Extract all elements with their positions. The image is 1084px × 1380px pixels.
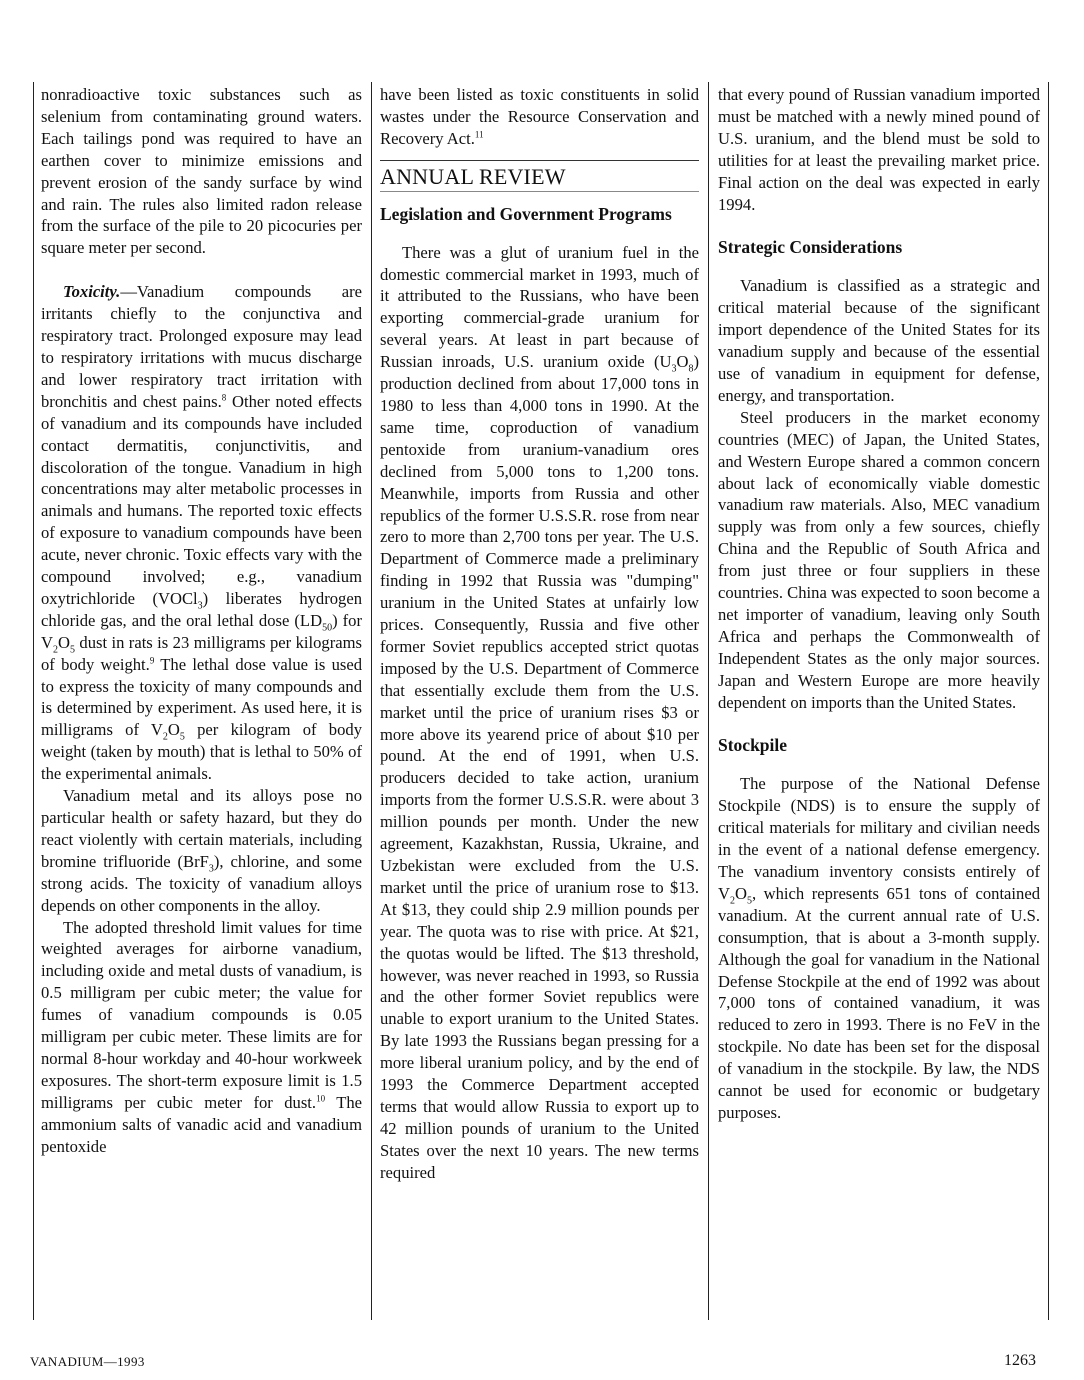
text-run: The ammonium salts of vanadic acid and vanadium pentoxide <box>41 1092 362 1156</box>
column-rule-2 <box>708 82 709 1320</box>
subscript: 50 <box>322 622 333 634</box>
paragraph-threshold-limits <box>41 917 362 1158</box>
text-run: , which represents 651 tons of contained vanadium. At the current annual rate of U.S. consumption, that is about a 3-month supply. Although the goal for vanadium in the National Defense Stockpile at the end of 1992 was about 7,000 tons of contained vanadium, it was reduced to zero in 1993. There is no FeV in the stockpile. No date has been set for the disposal of vanadium in the stockpile. By law, the NDS cannot be used for economic or budgetary purposes. <box>718 883 1040 1122</box>
paragraph-uranium-glut <box>380 242 699 1184</box>
subscript: 8 <box>688 363 694 375</box>
text-run: O <box>734 883 747 903</box>
paragraph-alloys <box>41 785 362 916</box>
text-run: ) production declined from about 17,000 tons in 1980 to less than 4,000 tons in 1990. At the same time, coproduction of vanadium pentoxide from uranium-vanadium ores declined from 5,000 tons to 1,200 tons. Meanwhile, imports from Russia and other republics of the former U.S.S.R. rose from near zero to more than 2,700 tons per year. The U.S. Department of Commerce made a preliminary finding in 1992 that Russia was "dumping" uranium in the United States at unfairly low prices. Consequently, Russia and five other former Soviet republics accepted strict quotas imposed by the U.S. Department of Commerce that essentially exclude them from the U.S. market until the price of uranium rises $3 or more above its yearend price of about $10 per pound. At the end of 1991, when U.S. producers decided to take action, uranium imports from the former U.S.S.R. were about 3 million pounds per month. Under the new agreement, Kazakhstan, Russia, Ukraine, and Uzbekistan were excluded from the U.S. market until the price of uranium rose to $13. At $13, they could ship 2.9 million pounds per year. The quota was to rise with price. At $21, the quotas would be lifted. The $13 threshold, however, was never reached in 1993, so Russia and the other former Soviet republics were unable to export uranium to the United States. By late 1993 the Russians began pressing for a more liberal uranium policy, and by the end of 1993 the Commerce Department accepted terms that would allow Russia to export up to 42 million pounds of uranium to the United States over the next 10 years. The new terms required <box>380 352 699 1182</box>
toxicity-runin-heading: Toxicity. <box>63 282 121 302</box>
subscript: 5 <box>179 731 185 743</box>
subheading-strategic: Strategic Considerations <box>718 237 903 258</box>
page-number: 1263 <box>1004 1352 1036 1369</box>
subscript: 5 <box>69 644 75 656</box>
section-heading-annual-review: ANNUAL REVIEW <box>380 160 699 192</box>
paragraph-strategic-material: Vanadium is classified as a strategic and critical material because of the significant import dependence of the United States for its vanadium supply and because of the essential use of vanadium in equipment for defense, energy, and transportation. <box>718 276 1040 405</box>
text-run: The adopted threshold limit values for time weighted averages for airborne vanadium, including oxide and metal dusts of vanadium, is 0.5 milligram per cubic meter; the value for fumes of vanadium compounds is 0.05 milligram per cubic meter. These limits are for normal 8-hour workday and 40-hour workweek exposures. The short-term exposure limit is 1.5 milligrams per cubic meter for dust. <box>41 917 362 1112</box>
running-footer-title: VANADIUM—1993 <box>30 1354 145 1369</box>
text-run: There was a glut of uranium fuel in the domestic commercial market in 1993, much of it attributed to the Russians, who have been exporting commercial-grade uranium for several years. At least in part because of Russian inroads, U.S. uranium oxide (U <box>380 242 699 372</box>
text-run: have been listed as toxic constituents in solid wastes under the Resource Conservation and Recovery Act. <box>380 85 699 148</box>
paragraph-toxic-constituents <box>380 84 699 150</box>
subscript: 2 <box>162 731 168 743</box>
text-run: O <box>57 632 70 652</box>
paragraph-tailings: nonradioactive toxic substances such as selenium from contaminating ground waters. Each tailings pond was required to have an earthen cover to minimize emissions and prevent erosion of the sandy surface by wind and rain. The rules also limited radon release from the surface of the pile to 20 picocuries per square meter per second. <box>41 85 362 258</box>
column-2 <box>380 84 699 1184</box>
column-1 <box>41 84 362 1158</box>
subscript: 3 <box>208 863 214 875</box>
footnote-ref-11: 11 <box>474 129 484 140</box>
text-run: ), chlorine, and some strong acids. The toxicity of vanadium alloys depends on other components in the alloy. <box>41 851 363 915</box>
text-run: Other noted effects of vanadium and its compounds have included contact dermatitis, conjunctivitis, and discoloration of the tongue. Vanadium in high concentrations may alter metabolic processes in animals and humans. The reported toxic effects of exposure to vanadium compounds have been acute, never chronic. Toxic effects vary with the compound involved; e.g., vanadium oxytrichloride (VOCl <box>41 391 362 608</box>
column-rule-right <box>1048 82 1049 1320</box>
paragraph-toxicity <box>41 281 362 785</box>
paragraph-stockpile <box>718 773 1040 1124</box>
subscript: 3 <box>671 363 677 375</box>
text-run: Vanadium metal and its alloys pose no particular health or safety hazard, but they do react violently with certain materials, including bromine trifluoride (BrF <box>41 786 362 871</box>
text-run: dust in rats is 23 milligrams per kilograms of body weight. <box>41 632 362 674</box>
footnote-ref-8: 8 <box>221 392 227 403</box>
text-run: —Vanadium compounds are irritants chiefly to the conjunctiva and respiratory tract. Prolonged exposure may lead to respiratory irritations with mucus discharge and lower respiratory tract irritation with bronchitis and chest pains. <box>41 282 362 411</box>
subscript: 5 <box>746 895 752 907</box>
text-run: per kilogram of body weight (taken by mouth) that is lethal to 50% of the experimental animals. <box>41 720 362 784</box>
text-run: ) for V <box>41 610 363 652</box>
column-rule-1 <box>371 82 372 1320</box>
text-run: ) liberates hydrogen chloride gas, and the oral lethal dose (LD <box>41 588 363 630</box>
text-run: The purpose of the National Defense Stockpile (NDS) is to ensure the supply of critical materials for military and civilian needs in the event of a national defense emergency. The vanadium inventory consists entirely of V <box>718 774 1040 903</box>
footnote-ref-10: 10 <box>316 1093 326 1104</box>
text-run: O <box>676 352 689 372</box>
subheading-stockpile: Stockpile <box>718 735 788 756</box>
paragraph-steel-producers: Steel producers in the market economy countries (MEC) of Japan, the United States, and Western Europe shared a common concern about lack of economically viable domestic vanadium raw materials. Also, MEC vanadium supply was from only a few sources, chiefly China and the Republic of South Africa and from just three or four suppliers in these countries. China was expected to soon become a net importer of vanadium, leaving only South Africa and perhaps the Commonwealth of Independent States as the only major sources. Japan and Western Europe are more heavily dependent on imports than the United States. <box>718 407 1040 712</box>
subscript: 2 <box>729 895 735 907</box>
subheading-legislation: Legislation and Government Programs <box>380 203 672 224</box>
subscript: 2 <box>52 644 58 656</box>
paragraph-russian-vanadium: that every pound of Russian vanadium imported must be matched with a newly mined pound of U.S. uranium, and the blend must be sold to utilities for at least the prevailing market price. Final action on the deal was expected in early 1994. <box>718 85 1040 214</box>
text-run: O <box>167 720 180 740</box>
column-3 <box>718 84 1040 1124</box>
subscript: 3 <box>197 600 203 612</box>
text-run: The lethal dose value is used to express the toxicity of many compounds and is determined by experiment. As used here, it is milligrams of V <box>41 654 362 740</box>
footnote-ref-9: 9 <box>149 655 155 666</box>
column-rule-left <box>33 82 34 1320</box>
